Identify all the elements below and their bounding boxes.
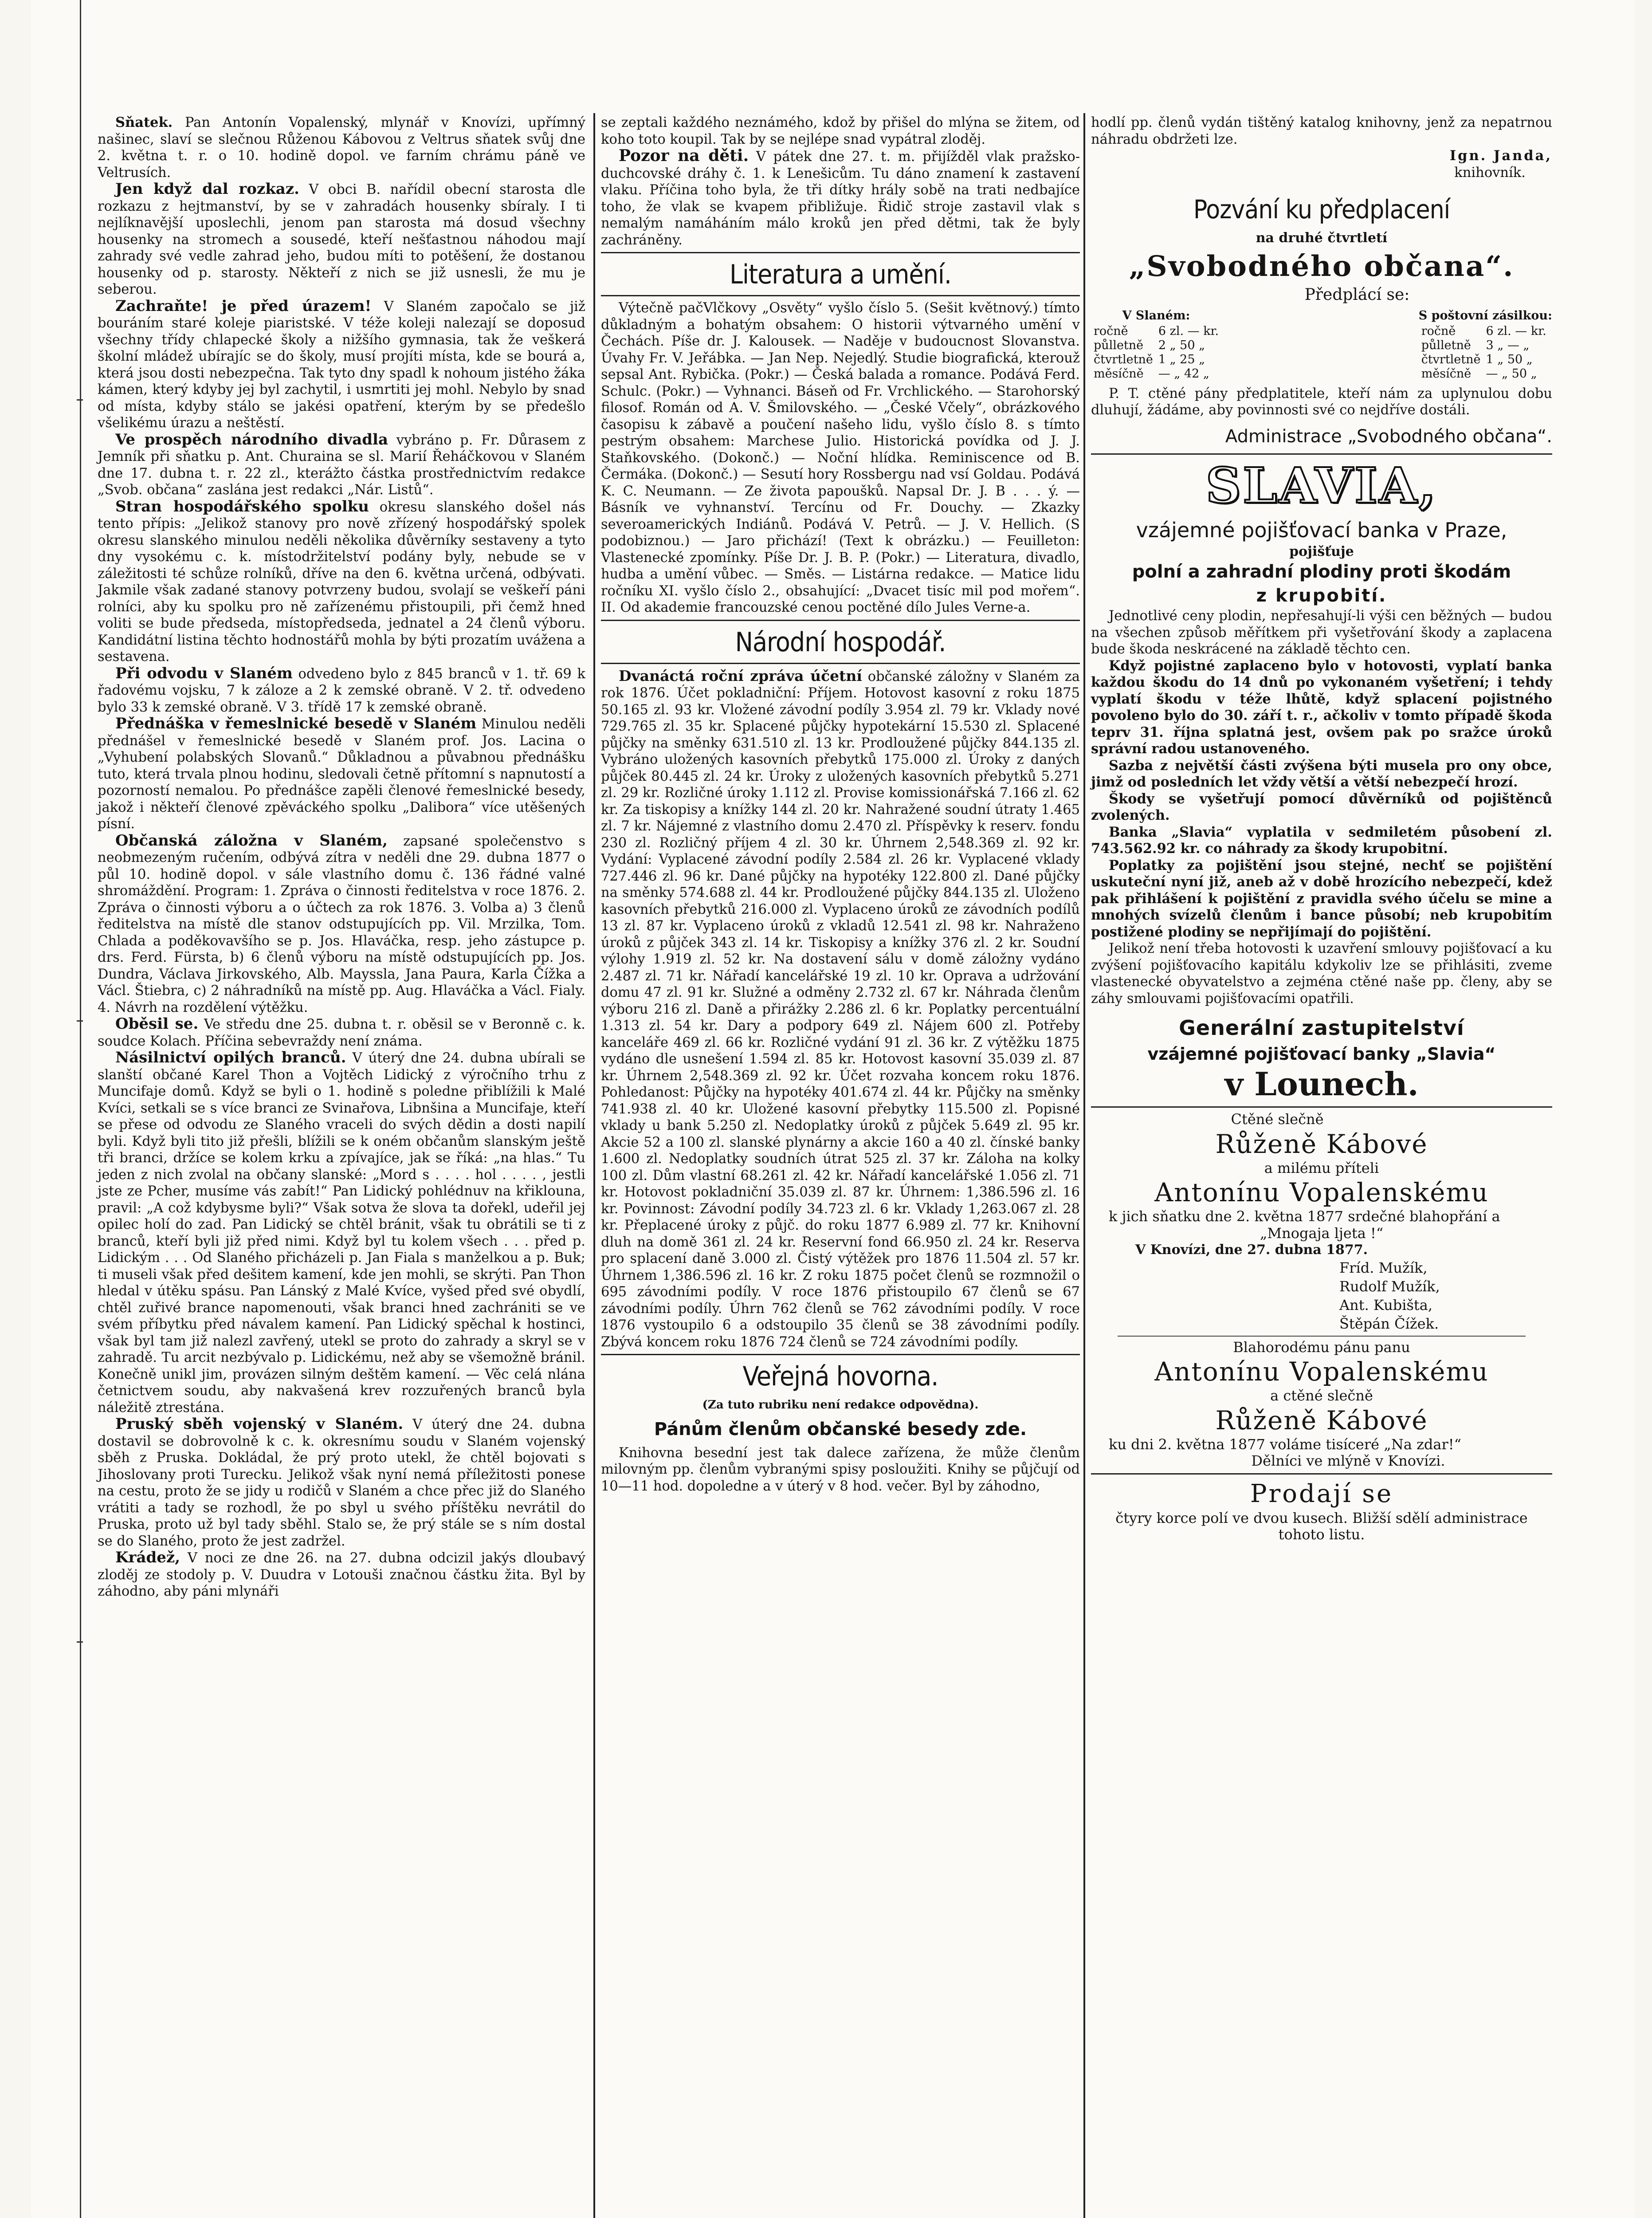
margin-tick <box>77 399 83 401</box>
column-1 <box>98 114 585 1600</box>
subscription-sub: na druhé čtvrtletí <box>1256 230 1388 246</box>
slavia-text-3: Sazba z největší části zvýšena býti musela pro ony obce, jimž od posledních let vždy větší a větší nebezpečí hrozí. <box>1091 757 1552 790</box>
greeting2-and: a ctěné slečně <box>1270 1387 1373 1404</box>
price-row <box>1419 338 1549 353</box>
article-body: občanské záložny v Slaném za rok 1876. Účet pokladniční: Příjem. Hotovost kasovní z roku 1875 50.165 zl. 93 kr. Vložené závodní podíly 3.954 zl. 79 kr. Vklady nové 729.765 zl. 35 kr. Splacené půjčky hypotekární 15.530 zl. Splacené půjčky na směnky 631.510 zl. 13 kr. Prodloužené půjčky 844.135 zl. Vybráno uložených kasovních přebytků 175.000 zl. Úroky z daných půjček 80.445 zl. 24 kr. Úroky z uložených kasovních přebytků 5.271 zl. 29 kr. Rozličné úroky 1.112 zl. Provise komissionářská 7.166 zl. 62 kr. Za tiskopisy a knížky 144 zl. 20 kr. Nahražené soudní útraty 1.465 zl. 7 kr. Nájemné z vlastního domu 2.470 zl. Příspěvky k reserv. fondu 230 zl. Rozličný příjem 4 zl. 30 kr. Úhrnem 2,548.369 zl. 92 kr. Vydání: Vyplacené závodní podíly 2.584 zl. 26 kr. Vyplacené vklady 727.446 zl. 96 kr. Dané půjčky na hypotéky 122.800 zl. Dané půjčky na směnky 574.688 zl. 44 kr. Prodloužené půjčky 844.135 zl. Uloženo kasovních přebytků 216.000 zl. Vyplaceno úroků ze závodních podílů 13 zl. 87 kr. Vyplaceno úroků z vkladů 12.541 zl. 98 kr. Nahraženo úroků z půjček 343 zl. 14 kr. Tiskopisy a knížky 376 zl. 2 kr. Soudní výlohy 1.919 zl. 52 kr. Na dostavení sálu v domě záložny vydáno 2.487 zl. 71 kr. Nářadí kancelářské 19 zl. 10 kr. Oprava a udržování domu 47 zl. 91 kr. Služné a odměny 2.732 zl. 67 kr. Náhrada členům výboru 216 zl. Daně a přirážky 2.286 zl. 6 kr. Poplatky percentuální 1.313 zl. 54 kr. Dary a podpory 649 zl. Nájem 600 zl. Potřeby kanceláře 469 zl. 66 kr. Rozličné vydání 91 zl. 36 kr. Z výtěžku 1875 vydáno dle usnešení 1.594 zl. 85 kr. Hotovost kasovní 35.039 zl. 87 kr. Úhrnem 2,548.369 zl. 92 kr. Účet rozvaha koncem roku 1876. Pohledanost: Půjčky na hypotéky 401.674 zl. 44 kr. Půjčky na směnky 741.938 zl. 40 kr. Uložené kasovní přebytky 115.500 zl. Popisné vklady u bank 5.250 zl. Nedoplatky úroků z půjček 5.649 zl. 95 kr. Akcie 52 a 100 zl. slanské plynárny a akcie 160 a 40 zl. čínské banky 1.600 zl. Nedoplatky soudních útrat 525 zl. 37 kr. Záloha na kolky 100 zl. Dům vlastní 68.261 zl. 42 kr. Nářadí kancelářské 1.056 zl. 71 kr. Hotovost pokladniční 35.039 zl. 87 kr. Úhrnem: 1,386.596 zl. 16 kr. Povinnost: Závodní podíly 34.723 zl. 6 kr. Vklady 1,263.067 zl. 28 kr. Přeplacené úroky z půjč. do roku 1877 6.989 zl. 77 kr. Knihovní dluh na domě 361 zl. 24 kr. Reservní fond 66.950 zl. 24 kr. Reserva pro splacení daně 3.000 zl. Čistý výtěžek pro 1876 11.504 zl. 57 kr. Úhrnem 1,386.596 zl. 16 kr. Z roku 1875 počet členů se rozmnožil o 695 závodními podíly. V roce 1876 přistoupilo 67 členů se 67 závodními podíly. Úhrn 762 členů se 762 závodními podíly. V roce 1876 vystoupilo 6 a odstoupilo 35 členů se 38 závodními podíly. Zbývá koncem roku 1876 724 členů se 724 závodními podíly. <box>601 669 1080 1350</box>
ad-divider <box>1118 1336 1526 1337</box>
price-row <box>1091 353 1221 367</box>
price-row <box>1091 324 1221 338</box>
article-prusky <box>98 1416 585 1549</box>
administration: Administrace „Svobodného občana“. <box>1225 426 1552 447</box>
article-body: okresu slanského došel nás tento přípis: „Jelikož stanovy pro nově zřízený hospodářský spolek okresu slanského minulou neděli několika důvěrníky sestaveny a tyto dny vysokému c. k. místodržitelství podány byly, nebude se v záležitosti té schůze rolníků, dříve na den 6. května určená, odbývati. Jakmile však zadané stanovy potvrzeny budou, svolají se veškeří páni rolníci, aby ku spolku pro ně zařízenému přistoupili, při čemž hned voliti se bude předseda, místopředseda, jednatel a 24 členů výboru. Kandidátní listina těchto hodnostářů mohla by býti prozatím uvážena a sestavena. <box>98 499 585 665</box>
column-rule-1 <box>593 113 595 2218</box>
article-pozor <box>601 148 1080 248</box>
ad-divider <box>1091 453 1552 455</box>
agency-town: v Lounech. <box>1224 1065 1419 1103</box>
signature-name: Ign. Janda, <box>1449 148 1552 164</box>
price: — „ 42 „ <box>1158 366 1209 381</box>
column-rule-2 <box>1083 113 1085 2218</box>
period: ročně <box>1094 324 1128 338</box>
article-body: V Slaném započalo se již bouráním staré koleje piaristské. V téže koleji nalezají se doposud všechny třídy chlapecké školy a nižšího gymnasia, tak že veškerá školní mládež ubírajíc se do školy, musí projíti místa, kde se bourá a, která jsou dosti nebezpečna. Tak tyto dny spadl k nohoum jistého žáka kámen, který kdyby jej byl zachytil, i usmrtiti jej mohl. Nebylo by snad od místa, kdyby stálo se jakési opatření, kterým by se předešlo všelikému úrazu a neštěstí. <box>98 299 585 431</box>
article-prednaska <box>98 716 585 833</box>
article-nasilnictvi <box>98 1050 585 1416</box>
library-note: hodlí pp. členů vydán tištěný katalog knihovny, jenž za nepatrnou náhradu obdržeti lze. <box>1091 115 1552 147</box>
greeting2-signers: Dělníci ve mlýně v Knovízi. <box>1251 1452 1445 1469</box>
article-body: Pan Antonín Vopalenský, mlynář v Knovízi, upřímný našinec, slaví se slečnou Růženou Kábovou z Veltrus sňatek svůj dne 2. května t. r. o 10. hodině dopol. ve farním chrámu páně ve Veltrusích. <box>98 115 585 181</box>
headline: Přednáška v řemeslnické besedě v Slaném <box>115 715 477 732</box>
price-list <box>1419 324 1549 381</box>
article-zprava <box>601 668 1080 1351</box>
greeting-wish: k jich sňatku dne 2. května 1877 srdečné blahopřání a <box>1109 1208 1500 1225</box>
signer: Rudolf Mužík, <box>1339 1278 1440 1295</box>
article-body: zapsané společenstvo s neobmezeným ručením, odbývá zítra v neděli dne 29. dubna 1877 o půl 10. hodině dopol. v sále vlastního domu č. 136 řádné valné shromáždění. Program: 1. Zpráva o činnosti ředitelstva v roce 1876. 2. Zpráva o činnosti výboru a o účtech za rok 1876. 3. Volba a) 3 členů ředitelstva na místě dle stanov odstupujících pp. Vil. Mrzilka, Tom. Chlada a poděkovavšího se p. Jos. Hlaváčka, resp. jeho zástupce p. drs. Ferd. Fürsta, b) 6 členů výboru na místě odstupujících pp. Jos. Dundra, Václava Jirkovského, Alb. Mayssla, Jana Paura, Karla Čížka a Václ. Štiebra, c) 2 náhradníků na místě pp. Aug. Hlaváčka a Václ. Fialy. 4. Návrh na rozdělení výtěžku. <box>98 833 585 1015</box>
price-row <box>1091 367 1221 381</box>
price: — „ 50 „ <box>1486 366 1537 381</box>
slavia-text-5: Banka „Slavia“ vyplatila v sedmiletém působení zl. 743.562.92 kr. co náhrady za škody krupobitní. <box>1091 824 1552 857</box>
price-row <box>1419 324 1549 338</box>
article-body: odvedeno bylo z 845 branců v 1. tř. 69 k řadovému vojsku, 7 k záloze a 2 k zemské obraně. V 2. tř. odvedeno bylo 33 k zemské obraně. V 3. třídě 17 k zemské obraně. <box>98 666 585 715</box>
period: půlletně <box>1094 338 1144 352</box>
section-divider <box>601 1354 1080 1355</box>
newspaper-page <box>31 0 1634 2218</box>
signature-role: knihovník. <box>1454 165 1526 181</box>
period: čtvrtletně <box>1094 352 1153 366</box>
price-tables <box>1091 307 1552 381</box>
price-table-slany <box>1091 307 1221 381</box>
headline: Oběsil se. <box>115 1015 199 1033</box>
article-zalozna <box>98 833 585 1016</box>
article-zachrante <box>98 298 585 432</box>
column-2 <box>601 114 1080 1494</box>
greeting-place: V Knovízi, dne 27. dubna 1877. <box>1135 1242 1368 1258</box>
headline: Občanská záložna v Slaném, <box>115 831 388 849</box>
article-body: Minulou neděli přednášel v řemeslnické besedě v Slaném prof. Jos. Lacina o „Vyhubení polabských Slovanů.“ Důkladnou a půvabnou přednášku tuto, která trvala plnou hodinu, sledovali četně přítomní s napnutostí a pozorností nemalou. Po přednášce zapěli členové řemeslnické besedy, jakož i někteří členové zpěváckého spolku „Dalibora“ více utěšených písní. <box>98 716 585 832</box>
greeting-bride-name: Růženě Kábové <box>1215 1129 1428 1159</box>
signer: Ant. Kubišta, <box>1339 1296 1432 1313</box>
period: ročně <box>1421 324 1456 338</box>
period: měsíčně <box>1094 366 1144 381</box>
price: 3 „ — „ <box>1486 338 1530 352</box>
greeting-signers <box>1091 1258 1552 1333</box>
article-kradez <box>98 1549 585 1600</box>
article-literatura: Výtečně pačVlčkovy „Osvěty“ vyšlo číslo 5. (Sešit květnový.) tímto důkladným a bohatým obsahem: O historii výtvarného umění v Čechách. Píše dr. J. Kalousek. — Naděje v budoucnost Slovanstva. Úvahy Fr. V. Jeřábka. — Jan Nep. Nejedlý. Studie biografická, kterouž sepsal Ant. Rybička. (Pokr.) — Česká balada a romance. Podává Ferd. Schulc. (Pokr.) — Vyhnanci. Báseň od Fr. Vrchlického. — Starohorský filosof. Román od A. V. Šmilovského. — „České Včely“, obrázkového časopisu k zábavě a poučení našeho lidu, vyšlo číslo 8. s tímto pestrým obsahem: Marchese Julio. Historická povídka od J. J. Staňkovského. (Dokonč.) — Noční hlídka. Reminiscence od B. Čermáka. (Dokonč.) — Sesutí hory Rossbergu nad vsí Goldau. Podává K. C. Neumann. — Ze života papoušků. Napsal Dr. J. B . . . ý. — Básník ve vyhnanství. Tercínu od Fr. Douchy. — Zkazky severoamerických Indiánů. Podává V. Petrů. — J. V. Hellich. (S podobiznou.) — Jaro přichází! (Text k obrázku.) — Feuilleton: Vlastenecké zpomínky. Píše Dr. J. B. P. (Pokr.) — Literatura, divadlo, hudba a umění vůbec. — Směs. — Listárna redakce. — Matice lidu ročníku XI. vyšlo číslo 2., obsahující: „Dvacet tisíc mil pod mořem“. II. Od akademie francouzské cenou poctěné dílo Jules Verne-a. <box>601 300 1080 615</box>
article-continuation: se zeptali každého neznámého, kdož by přišel do mlýna se žitem, od koho toto koupil. Tak by se nejlépe snad vypátral zloděj. <box>601 115 1080 147</box>
slavia-text-7: Jelikož není třeba hotovosti k uzavření smlouvy pojišťovací a ku zvýšení pojišťovacího kapitálu kdykoliv lze se přihlásiti, zveme vlastenecké obyvatelstvo a zejména ctěné naše pp. členy, aby se záhy smlouvami pojišťovacími opatřili. <box>1091 941 1552 1007</box>
price: 1 „ 25 „ <box>1158 352 1205 366</box>
article-odvod <box>98 665 585 716</box>
signer: Fríd. Mužík, <box>1339 1259 1428 1276</box>
headline: Jen když dal rozkaz. <box>115 180 299 198</box>
article-divadlo <box>98 432 585 499</box>
period: čtvrtletně <box>1421 352 1481 366</box>
signer: Štěpán Čížek. <box>1339 1315 1439 1332</box>
article-panum: Knihovna besední jest tak dalece zařízena, že může členům milovným pp. členům vybranými spisy posloužiti. Knihy se půjčují od 10—11 hod. dopoledne a v úterý v 8 hod. večer. Byl by záhodno, <box>601 1445 1080 1494</box>
panum-title: Pánům členům občanské besedy zde. <box>654 1419 1027 1439</box>
slavia-crops: polní a zahradní plodiny proti škodám <box>1132 562 1511 582</box>
price-row <box>1419 367 1549 381</box>
subscribe-label: Předplácí se: <box>1304 285 1410 304</box>
greeting-friend: a milému příteli <box>1264 1159 1379 1176</box>
article-body: V úterý dne 24. dubna ubírali se slanští občané Karel Thon a Vojtěch Lidický z výročního trhu z Muncifaje domů. Když se byli o 1. hodině s poledne přiblížili k Malé Kvíci, setkali se s více branci ze Svinařova, Libnšina a Muncifaje, kteří se přese od odvodu ze Slaného vraceli do svých dědin a dosti napilí byli. Když byli tito již přešli, blížili se k oném občanům slanským ještě tři branci, držíce se kolem krku a zpívajíce, jak se říká: „na hlas.“ Tu jeden z nich zvolal na občany slanské: „Mord s . . . . hol . . . . , jestli jste ze Pcher, musíme vás zabít!“ Pan Lidický pohlédnuv na křiklouna, pravil: „A což kdybysme byli?“ Však sotva že slova ta dořekl, udeřil jej opilec holí do zad. Pan Lidický se chtěl bránit, však tu obrátili se ti z branců, kteří byli již před nimi. Když byl tu kolem všech . . . před p. Lidickým . . . Od Slaného přicházeli p. Jan Fiala s manželkou a p. Buk; ti museli však před dešitem kamení, kde jen mohli, se skrýti. Pan Thon hledal v útěku spásu. Pan Lánský z Malé Kvíce, vyšed před své obydlí, chtěl zuřivé brance napomenouti, však branci hned zachrániti se ve svém příbytku před návalem kamení. Pan Lidický spěchal k hostinci, však byl tam již nalezl zavřený, utekl se proto do zahrady a skryl se v zahradě. Tu arcit nezbývalo p. Lidickému, než aby se všemožně bránil. Konečně unikl jim, provázen silným deštěm kamení. — Věc celá nlána četnictvem soudu, aby nakvašená krev rozzuřených branců byla náležitě ztrestána. <box>98 1050 585 1416</box>
headline: Pruský sběh vojenský v Slaném. <box>115 1415 404 1433</box>
article-body: V obci B. nařídil obecní starosta dle rozkazu z hejtmanství, by se v zahradách housenky sbíraly. I ti nejlíknavější uposlechli, jenom pan starosta má dosud všechny housenky na stromech a sousedé, kteří nešťastnou náhodou mají zahrady své vedle zahrad jeho, budou míti to potěšení, že dostanou housenky od p. starosty. Někteří z nich se již usnesli, že mu je seberou. <box>98 182 585 297</box>
general-agency: Generální zastupitelství <box>1179 1016 1464 1040</box>
article-rozkaz <box>98 181 585 298</box>
price: 1 „ 50 „ <box>1486 352 1533 366</box>
debtors-note: P. T. ctěné pány předplatitele, kteří nám za uplynulou dobu dluhují, žádáme, aby povinnosti své co nejdříve dostáli. <box>1091 385 1552 418</box>
subscription-title: Pozvání ku předplacení <box>1193 194 1450 224</box>
paper-name: „Svobodného občana“. <box>1129 249 1515 283</box>
hovorna-note: (Za tuto rubriku není redakce odpovědna). <box>702 1398 979 1412</box>
ad-divider <box>1091 1106 1552 1108</box>
agency-bank: vzájemné pojišťovací banky „Slavia“ <box>1147 1044 1496 1064</box>
price: 2 „ 50 „ <box>1158 338 1205 352</box>
greeting2-to: Blahorodému pánu panu <box>1233 1338 1410 1356</box>
section-title-narodni: Národní hospodář. <box>735 626 946 658</box>
article-snatek <box>98 114 585 181</box>
price: 6 zl. — kr. <box>1486 324 1546 338</box>
sale-title: Prodají se <box>1250 1479 1393 1508</box>
headline: Zachraňte! je před úrazem! <box>115 297 372 315</box>
headline: Ve prospěch národního divadla <box>115 430 388 448</box>
margin-tick <box>77 1020 83 1022</box>
greeting-mnogaja: „Mnogaja ljeta !“ <box>1260 1224 1384 1242</box>
slavia-text-6: Poplatky za pojištění jsou stejné, nechť se pojištění uskuteční nyní již, aneb až v době hrozícího nebezpečí, kdež pak přihlášení k pojištění z pravidla svého účelu se mine a mnohých svízelů členům i bance působí; neb krupobitím postižené plodiny se nepřijímají do pojištění. <box>1091 857 1552 940</box>
section-divider <box>601 663 1080 664</box>
price: 6 zl. — kr. <box>1158 324 1219 338</box>
greeting-miss: Ctěné slečně <box>1231 1111 1324 1128</box>
slavia-logo: SLAVIA, <box>1205 456 1438 514</box>
slavia-text-2: Když pojistné zaplaceno bylo v hotovosti, vyplatí banka každou škodu do 14 dnů po vykonaném vyšetření; i tehdy vyplatí škodu v téže lhůtě, když splacení pojistného povoleno bylo do 30. září t. r., ačkoliv v tomto případě škoda teprv 31. října splatná jest, ovšem pak po sražce úroků správní radou ustanoveného. <box>1091 657 1552 757</box>
price-head: S poštovní zásilkou: <box>1418 309 1552 322</box>
price-row <box>1091 338 1221 353</box>
slavia-text-4: Škody se vyšetřují pomocí důvěrníků od pojištěnců zvolených. <box>1091 790 1552 823</box>
article-spolek <box>98 499 585 665</box>
greeting2-bride-name: Růženě Kábové <box>1215 1405 1428 1435</box>
ad-divider <box>1091 1473 1552 1475</box>
margin-tick <box>77 1641 83 1643</box>
section-divider <box>601 295 1080 296</box>
price-head: V Slaném: <box>1122 309 1190 322</box>
price-row <box>1419 353 1549 367</box>
headline: Dvanáctá roční zpráva účetní <box>619 667 862 684</box>
period: měsíčně <box>1421 366 1471 381</box>
headline: Při odvodu v Slaném <box>115 664 293 682</box>
sale-text: čtyry korce polí ve dvou kusech. Bližší sdělí administrace tohoto listu. <box>1115 1509 1528 1543</box>
article-body: V noci ze dne 26. na 27. dubna odcizil jakýs dloubavý zloděj ze stodoly p. V. Duudra v Lotouši značnou částku žita. Byl by záhodno, aby páni mlynáři <box>98 1550 585 1599</box>
slavia-text-1: Jednotlivé ceny plodin, nepřesahují-li výši cen běžných — budou na všechen způsob měřítkem při vyšetřování škody a zaplacena bude škoda neskrácené na základě těchto cen. <box>1091 608 1552 657</box>
section-divider <box>601 252 1080 253</box>
article-body: V pátek dne 27. t. m. přijížděl vlak pražsko-duchcovské dráhy č. 1. k Lenešicům. Tu dáno znamení k zastavení vlaku. Příčina toho byla, že tři dítky hrály sobě na trati nedbajíce toho, že vlak se kvapem přibližuje. Řidič stroje zastavil vlak s nemalým namáháním málo kroků jen před dětmi, tak že byly zachráněny. <box>601 149 1080 248</box>
headline: Stran hospodářského spolku <box>115 497 369 515</box>
price-table-posta <box>1419 307 1552 381</box>
greeting2-groom-name: Antonínu Vopalenskému <box>1154 1357 1489 1387</box>
article-body: Ve středu dne 25. dubna t. r. oběsil se v Beronně c. k. soudce Kolach. Příčina sebevraždy není známa. <box>98 1017 585 1049</box>
greeting-groom-name: Antonínu Vopalenskému <box>1154 1177 1489 1207</box>
greeting2-text: ku dni 2. května 1877 voláme tisíceré „Na zdar!“ <box>1109 1435 1461 1453</box>
slavia-hail: z krupobití. <box>1256 586 1387 606</box>
article-obesil <box>98 1016 585 1050</box>
price-list <box>1091 324 1221 381</box>
article-body: V úterý dne 24. dubna dostavil se dobrovolně k c. k. okresnímu soudu v Slaném vojenský sběh z Pruska. Dokládal, že prý proto utekl, že chtěl bojovati s Jihoslovany proti Turecku. Jelikož však nyní nemá příležitosti ponese na cestu, proto že se jidy u rodičů v Slaném a chce přec již do Slaného vrátiti a tady se rozhodl, že po sbyl u svého příštěku nevrátil do Pruska, proto už byl tady sběhl. Stalo se, že prý stále se s ním dostal se do Slaného, proto že jest zadržel. <box>98 1417 585 1549</box>
column-3 <box>1091 114 1552 1543</box>
headline: Násilnictví opilých branců. <box>115 1049 346 1066</box>
slavia-subtitle: vzájemné pojišťovací banka v Praze, <box>1136 518 1507 542</box>
slavia-insures: pojišťuje <box>1289 543 1354 559</box>
headline: Krádež, <box>115 1549 181 1566</box>
page-edge-rule <box>80 0 81 2218</box>
headline: Sňatek. <box>115 114 173 130</box>
section-divider <box>601 620 1080 621</box>
section-title-literatura: Literatura a umění. <box>729 259 952 290</box>
period: půlletně <box>1421 338 1471 352</box>
headline: Pozor na děti. <box>619 146 749 165</box>
article-body: vybráno p. Fr. Důrasem z Jemník při sňatku p. Ant. Churaina se sl. Marií Řeháčkovou v Slaném dne 17. dubna t. r. 22 zl., kterážto částka prostřednictvím redakce „Svob. občana“ zaslána jest redakci „Nár. Listů“. <box>98 432 585 498</box>
section-title-hovorna: Veřejná hovorna. <box>742 1361 938 1392</box>
